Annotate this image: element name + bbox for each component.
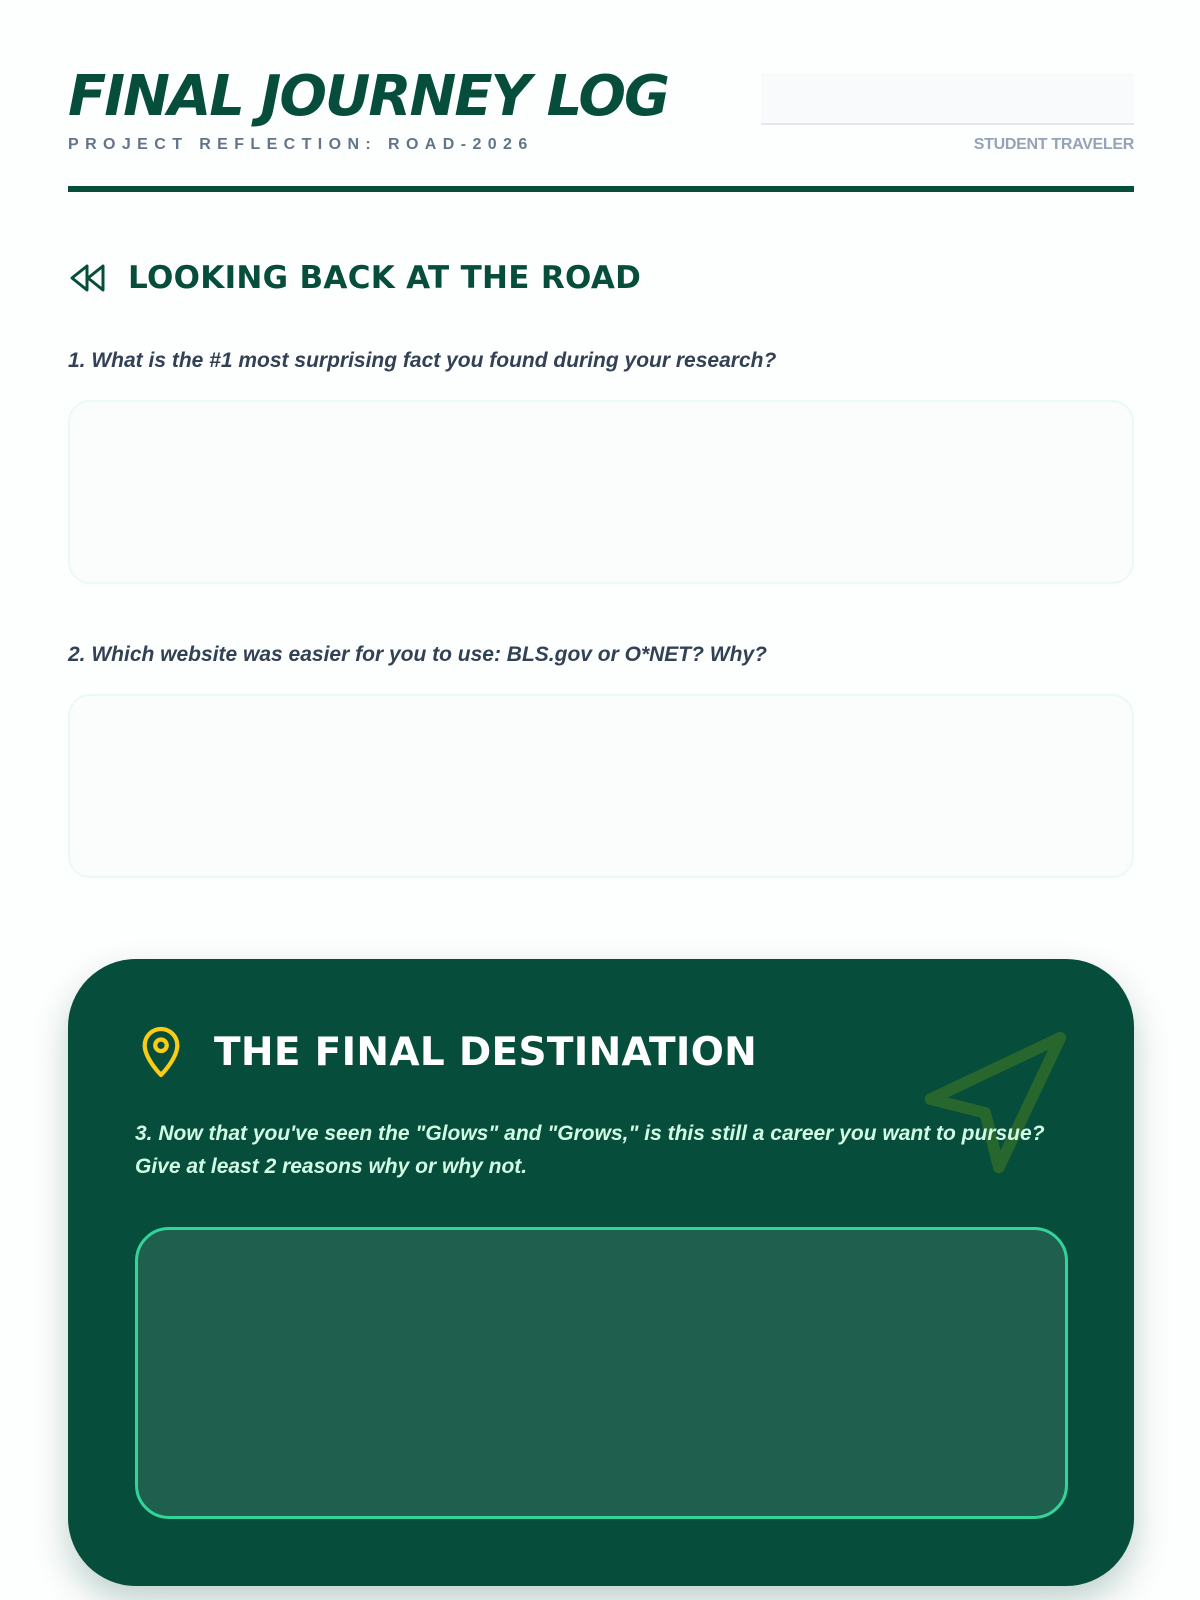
section-looking-back-header: [68, 258, 641, 298]
question-1-answer[interactable]: [68, 400, 1134, 584]
question-2-answer[interactable]: [68, 694, 1134, 878]
student-name-field[interactable]: [761, 73, 1134, 125]
map-pin-icon: [138, 1025, 184, 1079]
question-3-label: [135, 1117, 1075, 1183]
page-subtitle: PROJECT REFLECTION: ROAD-2026: [68, 136, 534, 153]
rewind-icon: [68, 258, 108, 298]
question-3-answer[interactable]: [135, 1227, 1068, 1519]
question-1-label: 1. What is the #1 most surprising fact you found during your research?: [68, 349, 777, 372]
final-destination-header: [138, 1025, 757, 1079]
question-3-line: Give at least 2 reasons why or why not.: [135, 1155, 528, 1178]
page-title: FINAL JOURNEY LOG: [68, 64, 668, 129]
question-2-label: 2. Which website was easier for you to use: BLS.gov or O*NET? Why?: [68, 643, 767, 666]
question-3-line: 3. Now that you've seen the "Glows" and "Grows," is this still a career you want to pursue?: [135, 1122, 1045, 1145]
header-divider: [68, 186, 1134, 192]
page-header: [68, 0, 1134, 192]
student-name-label: STUDENT TRAVELER: [973, 136, 1134, 153]
journey-log-page: [68, 0, 1134, 1178]
final-destination-card: [68, 959, 1134, 1586]
final-destination-title: THE FINAL DESTINATION: [214, 1029, 758, 1075]
section-title: LOOKING BACK AT THE ROAD: [128, 260, 642, 296]
